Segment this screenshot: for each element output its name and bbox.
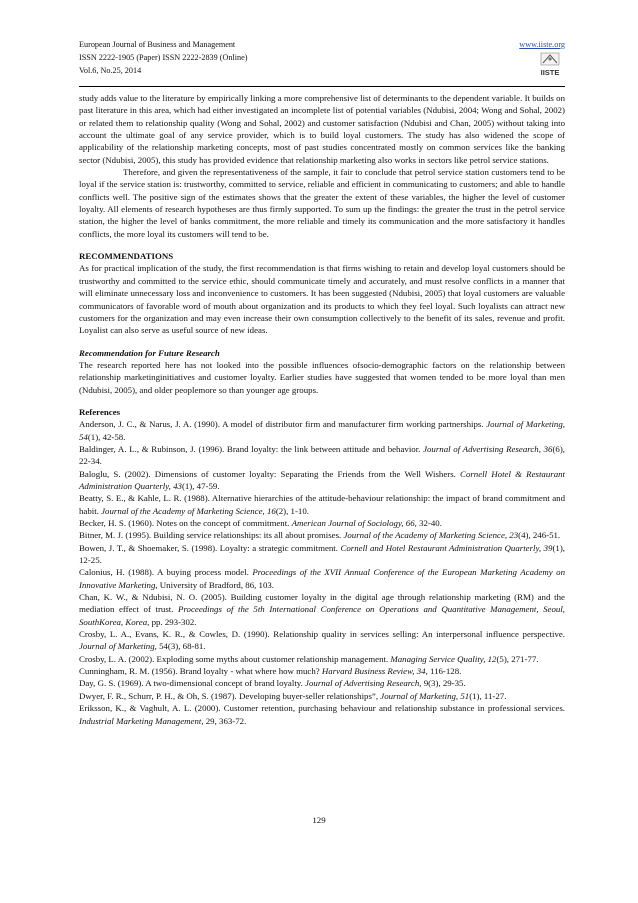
reference-item: Calonius, H. (1988). A buying process model. Proceedings of the XVII Annual Conference of the European Marketing Academy on Innovative Marketing, University of Bradford, 86, 103. — [79, 567, 566, 590]
recommendations-heading: RECOMMENDATIONS — [79, 251, 174, 262]
reference-item: Crosby, L. A., Evans, K. R., & Cowles, D. (1990). Relationship quality in services selling: An interpersonal influence perspective. Journal of Marketing, 54(3), 68-81. — [79, 629, 565, 652]
body-paragraph: study adds value to the literature by empirically linking a more comprehensive list of determinants to the dependent variable. It builds on past literature in this area, which had either investigated an incomplete list of potential variables (Ndubisi, 2004; Wong and Sohal, 2002) or related them to relationship quality (Wong and Sohal, 2002) and customer satisfaction (Ndubisi and Chan, 2005) without taking into account the ultimate goal of any service provider, which is to build loyal customers. The study has also widened the scope of applicability of the relationship marketing concepts, most of past studies concentrated mostly on common services like the banking sector (Ndubisi, 2005), this study has provided evidence that relationship marketing also works in sectors like petrol service stations. — [79, 93, 565, 165]
future-research-heading: Recommendation for Future Research — [79, 347, 220, 358]
header-divider — [79, 86, 565, 87]
reference-item: Crosby, L. A. (2002). Exploding some myths about customer relationship management. Managing Service Quality, 12(5), 271-77. — [79, 653, 539, 664]
logo-text: IISTE — [540, 68, 560, 77]
article-body — [79, 92, 565, 727]
reference-item: Eriksson, K., & Vaghult, A. L. (2000). Customer retention, purchasing behaviour and relationship substance in professional services. Industrial Marketing Management, 29, 363-72. — [79, 703, 565, 726]
references-heading: References — [79, 406, 121, 417]
iiste-logo-icon — [537, 52, 563, 78]
reference-item: Bitner, M. J. (1995). Building service relationships: its all about promises. Journal of the Academy of Marketing Science, 23(4), 246-51. — [79, 530, 561, 541]
body-paragraph: Therefore, and given the representativeness of the sample, it fair to conclude that petrol service station customers tend to be loyal if the service station is: trustworthy, committed to service, reliable and efficient in communicating to customers; and able to handle conflicts well. The positive sign of the estimates shows that the greater the extent of these variables, the higher the level of customer loyalty. All elements of research hypotheses are thus firmly supported. To sum up the findings: the greater the trust in the petrol service station, the higher the level of banks commitment, the more reliable and timely its communication and the more satisfactory it handles conflicts, the more loyal its customers will tend to be. — [79, 167, 565, 239]
journal-name: European Journal of Business and Management — [79, 40, 236, 49]
reference-item: Becker, H. S. (1960). Notes on the concept of commitment. American Journal of Sociology, 66, 32-40. — [79, 518, 442, 528]
page-header — [79, 38, 565, 77]
reference-item: Chan, K. W., & Ndubisi, N. O. (2005). Building customer loyalty in the digital age through relationship marketing (RM) and the mediation effect of trust. Proceedings of the 5th International Conference on Operations and Quantitative Management, Seoul, SouthKorea, Korea, pp. 293-302. — [79, 592, 565, 627]
reference-item: Dwyer, F. R., Schurr, P. H., & Oh, S. (1987). Developing buyer-seller relationships”, Journal of Marketing, 51(1), 11-27. — [79, 690, 507, 701]
reference-item: Anderson, J. C., & Narus, J. A. (1990). A model of distributor firm and manufacturer firm working partnerships. Journal of Marketing, 54(1), 42-58. — [79, 419, 565, 442]
reference-item: Bowen, J. T., & Shoemaker, S. (1998). Loyalty: a strategic commitment. Cornell and Hotel Restaurant Administration Quarterly, 39(1), 12-25. — [79, 542, 565, 566]
reference-item: Baloglu, S. (2002). Dimensions of customer loyalty: Separating the Friends from the Well Wishers. Cornell Hotel & Restaurant Administration Quarterly, 43(1), 47-59. — [79, 468, 565, 491]
reference-item: Cunningham, R. M. (1956). Brand loyalty - what where how much? Harvard Business Review, 34, 116-128. — [79, 666, 462, 677]
journal-issn: ISSN 2222-1905 (Paper) ISSN 2222-2839 (Online) — [79, 53, 248, 62]
journal-volume: Vol.6, No.25, 2014 — [79, 66, 142, 75]
journal-url-link[interactable]: www.iiste.org — [519, 40, 565, 49]
reference-item: Beatty, S. E., & Kahle, L. R. (1988). Alternative hierarchies of the attitude-behaviour relationship: the impact of brand commitment and habit. Journal of the Academy of Marketing Science, 16(2), 1-10. — [79, 493, 565, 516]
body-paragraph: As for practical implication of the study, the first recommendation is that firms wishing to retain and develop loyal customers should be trustworthy and committed to the service ethic, should communicate timely and accurately, and must resolve conflicts in a manner that will eliminate unnecessary loss and inconvenience to customers. It has been suggested (Ndubisi, 2005) that loyal customers are valuable communicators of favorable word of mouth about organization and its products to which they feel loyal. Such loyalists can attract new customers for the organization and may even increase their own consumption collectively to the benefit of its sales, revenue and profit. Loyalist can also serve as useful source of new ideas. — [79, 263, 565, 336]
reference-item: Day, G. S. (1969). A two-dimensional concept of brand loyalty. Journal of Advertising Research, 9(3), 29-35. — [79, 678, 466, 689]
body-paragraph: The research reported here has not looked into the possible influences ofsocio-demographic factors on the relationship between relationship marketinginitiatives and customer loyalty. Earlier studies have suggested that women tended to be more loyal than men (Ndubisi, 2005), and older peoplemore so than younger age groups. — [79, 359, 565, 395]
reference-item: Baldinger, A. L., & Rubinson, J. (1996). Brand loyalty: the link between attitude and behavior. Journal of Advertising Research, 36(6), 22-34. — [79, 443, 565, 467]
page-number: 129 — [312, 815, 326, 825]
